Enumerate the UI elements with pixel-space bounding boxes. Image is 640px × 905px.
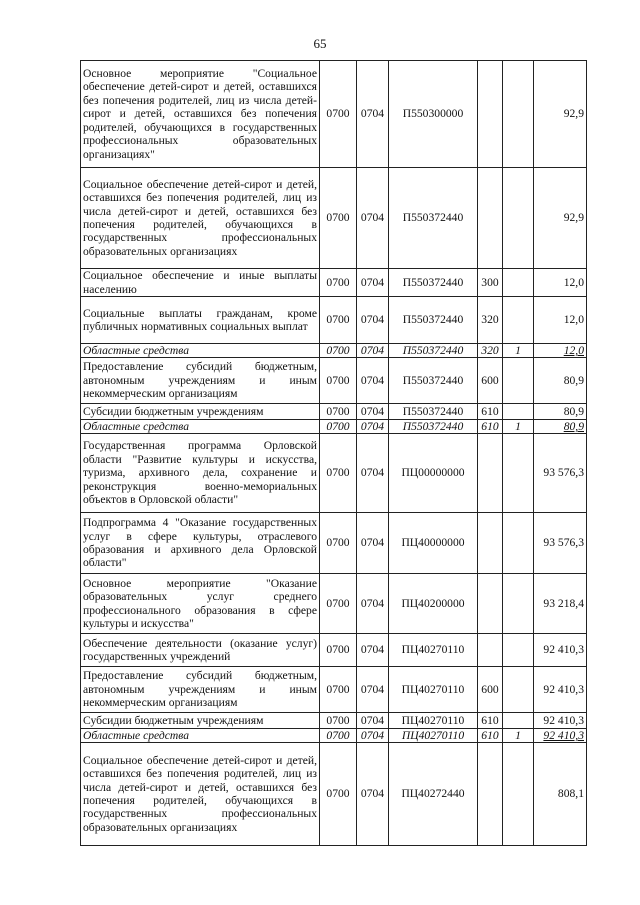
expense-type-code (478, 434, 503, 513)
table-row (81, 743, 587, 846)
row-name: Предоставление субсидий бюджетным, автономным учреждениям и иным некоммерческим организациям (81, 358, 320, 404)
row-name: Областные средства (81, 420, 320, 434)
expense-type-code: 610 (478, 420, 503, 434)
target-article-code: ПЦ40270110 (389, 713, 478, 729)
section-code: 0700 (320, 574, 357, 634)
row-name: Социальное обеспечение детей-сирот и детей, оставшихся без попечения родителей, лиц из числа детей-сирот и детей, оставшихся без попечения родителей, обучающихся в государственных профессиональных образовательных организациях (81, 168, 320, 269)
table-row (81, 358, 587, 404)
expense-type-code: 300 (478, 269, 503, 297)
amount: 12,0 (534, 269, 587, 297)
subsection-code: 0704 (357, 344, 389, 358)
table-row (81, 513, 587, 574)
expense-type-code (478, 743, 503, 846)
expense-type-code: 320 (478, 297, 503, 344)
target-article-code: П550372440 (389, 269, 478, 297)
expense-type-code: 610 (478, 713, 503, 729)
target-article-code: ПЦ40272440 (389, 743, 478, 846)
target-article-code: П550372440 (389, 344, 478, 358)
funding-source-code (503, 513, 534, 574)
expense-type-code (478, 513, 503, 574)
amount: 93 576,3 (534, 434, 587, 513)
row-name: Обеспечение деятельности (оказание услуг) государственных учреждений (81, 634, 320, 667)
section-code: 0700 (320, 297, 357, 344)
subsection-code: 0704 (357, 434, 389, 513)
section-code: 0700 (320, 420, 357, 434)
subsection-code: 0704 (357, 667, 389, 713)
regional-funds-row (81, 344, 587, 358)
page-number: 65 (313, 36, 327, 51)
funding-source-code: 1 (503, 420, 534, 434)
amount: 80,9 (534, 420, 587, 434)
section-code: 0700 (320, 61, 357, 168)
funding-source-code (503, 269, 534, 297)
row-name: Социальные выплаты гражданам, кроме публичных нормативных социальных выплат (81, 297, 320, 344)
target-article-code: ПЦ00000000 (389, 434, 478, 513)
target-article-code: ПЦ40200000 (389, 574, 478, 634)
funding-source-code: 1 (503, 729, 534, 743)
expense-type-code: 600 (478, 358, 503, 404)
target-article-code: П550300000 (389, 61, 478, 168)
amount: 80,9 (534, 358, 587, 404)
amount: 808,1 (534, 743, 587, 846)
amount: 12,0 (534, 297, 587, 344)
section-code: 0700 (320, 743, 357, 846)
expense-type-code (478, 168, 503, 269)
table-row (81, 297, 587, 344)
row-name: Областные средства (81, 729, 320, 743)
funding-source-code (503, 667, 534, 713)
regional-funds-row (81, 729, 587, 743)
amount: 92 410,3 (534, 729, 587, 743)
funding-source-code (503, 168, 534, 269)
amount: 92 410,3 (534, 667, 587, 713)
amount: 92,9 (534, 168, 587, 269)
section-code: 0700 (320, 404, 357, 420)
section-code: 0700 (320, 713, 357, 729)
amount: 93 218,4 (534, 574, 587, 634)
target-article-code: ПЦ40270110 (389, 729, 478, 743)
subsection-code: 0704 (357, 729, 389, 743)
funding-source-code (503, 634, 534, 667)
row-name: Областные средства (81, 344, 320, 358)
row-name: Социальное обеспечение детей-сирот и детей, оставшихся без попечения родителей, лиц из числа детей-сирот и детей, оставшихся без попечения родителей, обучающихся в государственных профессиональных образовательных организациях (81, 743, 320, 846)
target-article-code: П550372440 (389, 404, 478, 420)
expense-type-code (478, 574, 503, 634)
subsection-code: 0704 (357, 634, 389, 667)
table-row (81, 713, 587, 729)
target-article-code: П550372440 (389, 358, 478, 404)
subsection-code: 0704 (357, 358, 389, 404)
funding-source-code: 1 (503, 344, 534, 358)
target-article-code: ПЦ40270110 (389, 634, 478, 667)
subsection-code: 0704 (357, 513, 389, 574)
row-name: Предоставление субсидий бюджетным, автономным учреждениям и иным некоммерческим организациям (81, 667, 320, 713)
target-article-code: ПЦ40270110 (389, 667, 478, 713)
funding-source-code (503, 713, 534, 729)
row-name: Основное мероприятие "Оказание образовательных услуг среднего профессионального образования в сфере культуры и искусства" (81, 574, 320, 634)
row-name: Основное мероприятие "Социальное обеспечение детей-сирот и детей, оставшихся без попечения родителей, лиц из числа детей-сирот и детей, оставшихся без попечения родителей, обучающихся в государственных профессиональных образовательных организациях" (81, 61, 320, 168)
section-code: 0700 (320, 634, 357, 667)
budget-table (80, 60, 587, 846)
table-row (81, 434, 587, 513)
subsection-code: 0704 (357, 743, 389, 846)
subsection-code: 0704 (357, 574, 389, 634)
funding-source-code (503, 743, 534, 846)
subsection-code: 0704 (357, 297, 389, 344)
amount: 92 410,3 (534, 713, 587, 729)
section-code: 0700 (320, 344, 357, 358)
funding-source-code (503, 434, 534, 513)
subsection-code: 0704 (357, 269, 389, 297)
expense-type-code: 610 (478, 729, 503, 743)
expense-type-code: 600 (478, 667, 503, 713)
table-row (81, 634, 587, 667)
funding-source-code (503, 574, 534, 634)
section-code: 0700 (320, 729, 357, 743)
amount: 93 576,3 (534, 513, 587, 574)
section-code: 0700 (320, 434, 357, 513)
section-code: 0700 (320, 358, 357, 404)
target-article-code: П550372440 (389, 168, 478, 269)
expense-type-code: 320 (478, 344, 503, 358)
amount: 92,9 (534, 61, 587, 168)
table-row (81, 667, 587, 713)
subsection-code: 0704 (357, 168, 389, 269)
target-article-code: П550372440 (389, 420, 478, 434)
funding-source-code (503, 297, 534, 344)
table-row (81, 574, 587, 634)
row-name: Подпрограмма 4 "Оказание государственных услуг в сфере культуры, отраслевого образования и архивного дела Орловской области" (81, 513, 320, 574)
funding-source-code (503, 358, 534, 404)
amount: 12,0 (534, 344, 587, 358)
target-article-code: ПЦ40000000 (389, 513, 478, 574)
section-code: 0700 (320, 168, 357, 269)
row-name: Государственная программа Орловской области "Развитие культуры и искусства, туризма, архивного дела, сохранение и реконструкция военно-мемориальных объектов в Орловской области" (81, 434, 320, 513)
regional-funds-row (81, 420, 587, 434)
subsection-code: 0704 (357, 713, 389, 729)
section-code: 0700 (320, 513, 357, 574)
expense-type-code (478, 634, 503, 667)
row-name: Субсидии бюджетным учреждениям (81, 713, 320, 729)
table-row (81, 168, 587, 269)
expense-type-code: 610 (478, 404, 503, 420)
amount: 92 410,3 (534, 634, 587, 667)
subsection-code: 0704 (357, 404, 389, 420)
target-article-code: П550372440 (389, 297, 478, 344)
funding-source-code (503, 61, 534, 168)
section-code: 0700 (320, 667, 357, 713)
table-row (81, 269, 587, 297)
expense-type-code (478, 61, 503, 168)
section-code: 0700 (320, 269, 357, 297)
row-name: Субсидии бюджетным учреждениям (81, 404, 320, 420)
row-name: Социальное обеспечение и иные выплаты населению (81, 269, 320, 297)
table-row (81, 61, 587, 168)
funding-source-code (503, 404, 534, 420)
table-row (81, 404, 587, 420)
budget-table-body (81, 61, 587, 846)
subsection-code: 0704 (357, 420, 389, 434)
amount: 80,9 (534, 404, 587, 420)
subsection-code: 0704 (357, 61, 389, 168)
